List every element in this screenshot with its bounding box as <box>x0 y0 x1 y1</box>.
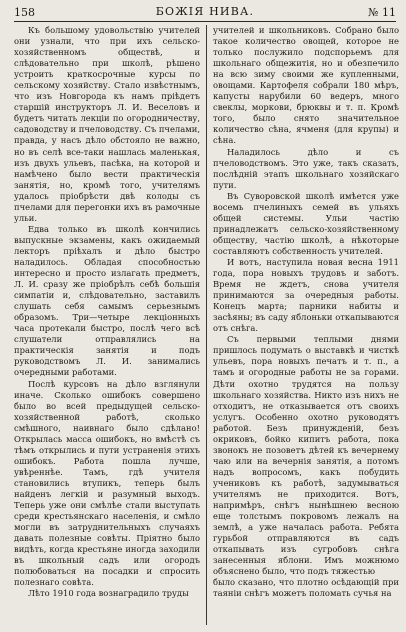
page-header <box>14 4 396 22</box>
issue-number: № 11 <box>368 6 396 19</box>
column-divider <box>206 25 207 625</box>
journal-title: БОЖІЯ НИВА. <box>155 5 255 18</box>
paragraph: Наладилось дѣло и съ пчеловодствомъ. Это уже, такъ сказать, послѣдній этапъ школьнаго хозяйскаго пути. <box>213 146 399 190</box>
paragraph: И вотъ, наступила новая весна 1911 года, пора новыхъ трудовъ и заботъ. Время не ждетъ, снова учителя принимаются за очередныя работы. Конецъ марта; парники набиты и засѣяны; въ саду яблоньки откапываются отъ снѣга. <box>213 256 399 334</box>
paragraph: Послѣ курсовъ на дѣло взглянули иначе. Сколько ошибокъ совершено было во всей предыдущей сельско-хозяйственной работѣ, сколько смѣшного, наивнаго было сдѣлано! Открылась масса ошибокъ, но вмѣстѣ съ тѣмъ открылись и пути устраненія этихъ ошибокъ. Работа пошла лучше, увѣреннѣе. Тамъ, гдѣ учителя становились втупикъ, теперь былъ найденъ легкій и разумный выходъ. Теперь уже они смѣлѣе стали выступать среди крестьянскаго населенія, и смѣло могли въ затруднительныхъ случаяхъ давать полезные совѣты. Пріятно было видѣть, когда крестьяне иногда заходили въ школьный садъ или огородъ полюбоваться на посадки и спросить полезнаго совѣта. <box>14 378 200 588</box>
paragraph: Въ Суворовской школѣ имѣется уже восемь пчелиныхъ семей въ ульяхъ общей системы. Ульи частію принадлежатъ сельско-хозяйственному обществу, частію школѣ, а нѣкоторые составляютъ собственность учителей. <box>213 190 399 256</box>
paragraph: Къ большому удовольствію учителей они узнали, что при ихъ сельско-хозяйственномъ обществѣ, и слѣдовательно при школѣ, рѣшено устроить краткосрочные курсы по сельскому хозяйству. Стало извѣстнымъ, что изъ Новгорода къ намъ пріѣдетъ старшій инструкторъ Л. И. Веселовъ и будетъ читать лекціи по огородничеству, садоводству и пчеловодству. Съ пчелами, правда, у насъ дѣло обстояло не важно, но въ селѣ все-таки нашлась маленькая, изъ двухъ ульевъ, пасѣка, на которой и намѣчено было вести практическія занятія, но, кромѣ того, учителямъ удалось пріобрѣсти двѣ колоды съ пчелами для перегонки ихъ въ рамочные ульи. <box>14 25 200 223</box>
page-number: 158 <box>14 6 35 19</box>
paragraph: было сказано, что плотно осѣдающій при таяніи снѣгъ можетъ поломать сучья на <box>213 577 399 599</box>
paragraph: Едва только въ школѣ кончились выпускные экзамены, какъ ожидаемый лекторъ пріѣхалъ и дѣло быстро наладилось. Обладая способностью интересно и просто излагать предметъ, Л. И. сразу же пріобрѣлъ себѣ большія симпатіи и, слѣдовательно, заставилъ слушать себя самымъ серьезнымъ образомъ. Три—четыре лекціонныхъ часа протекали быстро, послѣ чего всѣ слушатели отправлялись на практическія занятія и подъ руководствомъ Л. И. занимались очередными работами. <box>14 223 200 378</box>
paragraph: Съ первыми теплыми днями пришлось подумать о выставкѣ и чисткѣ ульевъ, пора новыхъ печатъ и т. п., а тамъ и огородные работы не за горами. Дѣти охотно трудятся на пользу школьнаго хозяйства. Никто изъ нихъ не отходитъ, не отказывается отъ своихъ услугъ. Особенно охотно руководятъ работой. Безъ принужденій, безъ окриковъ, бойко кипитъ работа, пока звонокъ не позоветъ дѣтей къ вечернему чаю или на вечернія занятія, а потомъ надъ вопросомъ, какъ побудить учениковъ къ работѣ, задумываться учителямъ не приходится. Вотъ, напримѣръ, снѣгъ нынѣшнею весною еще толстымъ покровомъ лежалъ на землѣ, а уже началась работа. Ребята гурьбой отправляются въ садъ откапывать изъ сугробовъ снѣга занесенныя яблони. Имъ можнюмо объяснено было, что подъ тяжестью <box>213 334 399 577</box>
paragraph: учителей и школьниковъ. Собрано было такое количество овощей, которое не только послужило подспорьемъ для школьнаго общежитія, но и обезпечило на всю зиму своими же купленными, овощами. Картофеля собрали 180 мѣръ, капусты нарубили 60 ведеръ, много свеклы, моркови, брюквы и т. п. Кромѣ того, было снято значительное количество сѣна, ячменя (для крупы) и сѣна. <box>213 25 399 146</box>
paragraph: Лѣто 1910 года вознаградило труды <box>28 588 189 599</box>
left-column <box>14 25 200 599</box>
right-column <box>213 25 399 599</box>
